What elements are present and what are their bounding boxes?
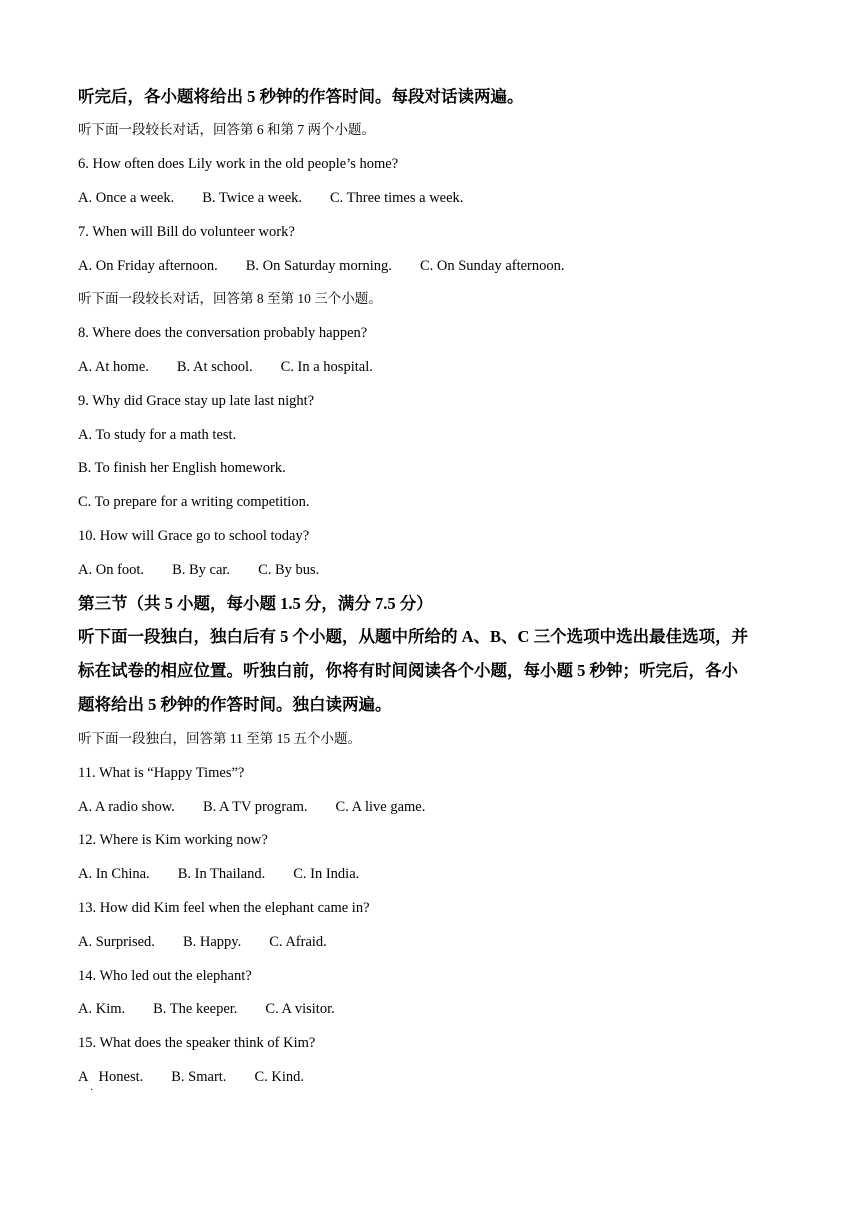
question-15: 15. What does the speaker think of Kim? <box>78 1035 316 1051</box>
option-b: B. A TV program. <box>202 799 308 815</box>
option-a: A. Once a week. <box>78 190 175 206</box>
option-c: C. In India. <box>293 866 360 882</box>
option-b: B. At school. <box>176 359 253 375</box>
option-c: C. A live game. <box>335 799 426 815</box>
option-a: A. At home. <box>78 359 149 375</box>
option-c: C. Three times a week. <box>330 190 464 206</box>
question-9: 9. Why did Grace stay up late last night? <box>78 393 315 409</box>
dialogue-4-instruction: 听下面一段较长对话，回答第 8 至第 10 三个小题。 <box>78 291 382 306</box>
option-a: A. In China. <box>78 866 150 882</box>
stray-dot-mark: · <box>90 1085 94 1096</box>
monologue-instruction: 听下面一段独白，回答第 11 至第 15 五个小题。 <box>78 731 361 746</box>
question-14-options <box>78 999 335 1019</box>
question-7-options <box>78 256 565 276</box>
question-10-options <box>78 560 319 580</box>
option-a: A. On foot. <box>78 562 145 578</box>
question-9-option-c: C. To prepare for a writing competition. <box>78 494 310 510</box>
option-a: A. On Friday afternoon. <box>78 258 218 274</box>
section-3-directions-line-3: 题将给出 5 秒钟的作答时间。独白读两遍。 <box>78 695 392 714</box>
dialogue-3-instruction: 听下面一段较长对话，回答第 6 和第 7 两个小题。 <box>78 122 375 137</box>
section-3-heading: 第三节（共 5 小题，每小题 1.5 分，满分 7.5 分） <box>78 594 433 613</box>
question-13: 13. How did Kim feel when the elephant came in? <box>78 900 370 916</box>
option-c: C. A visitor. <box>265 1001 335 1017</box>
option-a: A. Kim. <box>78 1001 126 1017</box>
option-a: A. A radio show. <box>78 799 175 815</box>
option-b: B. Happy. <box>182 934 242 950</box>
option-b: B. In Thailand. <box>177 866 266 882</box>
option-b: B. By car. <box>172 562 231 578</box>
option-a: A. Surprised. <box>78 934 155 950</box>
question-11-options <box>78 797 425 817</box>
option-c: C. In a hospital. <box>280 359 373 375</box>
intro-instruction: 听完后，各小题将给出 5 秒钟的作答时间。每段对话读两遍。 <box>78 87 524 106</box>
question-13-options <box>78 932 327 952</box>
question-9-option-b: B. To finish her English homework. <box>78 460 286 476</box>
option-c: C. On Sunday afternoon. <box>419 258 565 274</box>
question-15-options <box>78 1067 304 1087</box>
option-c: C. Afraid. <box>269 934 327 950</box>
option-c: C. Kind. <box>254 1069 304 1085</box>
question-9-option-a: A. To study for a math test. <box>78 427 237 443</box>
option-b: B. Smart. <box>171 1069 227 1085</box>
question-12-options <box>78 864 359 884</box>
section-3-directions-line-2: 标在试卷的相应位置。听独白前，你将有时间阅读各个小题，每小题 5 秒钟；听完后，各小 <box>78 661 738 680</box>
section-3-directions-line-1: 听下面一段独白，独白后有 5 个小题，从题中所给的 A、B、C 三个选项中选出最佳选项，并 <box>78 627 749 646</box>
question-7: 7. When will Bill do volunteer work? <box>78 224 295 240</box>
question-8: 8. Where does the conversation probably happen? <box>78 325 368 341</box>
option-b: B. On Saturday morning. <box>245 258 392 274</box>
question-10: 10. How will Grace go to school today? <box>78 528 310 544</box>
question-8-options <box>78 357 373 377</box>
question-14: 14. Who led out the elephant? <box>78 968 252 984</box>
question-6: 6. How often does Lily work in the old people’s home? <box>78 156 399 172</box>
question-11: 11. What is “Happy Times”? <box>78 765 245 781</box>
option-b: B. The keeper. <box>153 1001 238 1017</box>
option-c: C. By bus. <box>258 562 320 578</box>
question-12: 12. Where is Kim working now? <box>78 832 268 848</box>
option-b: B. Twice a week. <box>202 190 302 206</box>
question-6-options <box>78 188 463 208</box>
option-a: A Honest. <box>78 1069 144 1085</box>
